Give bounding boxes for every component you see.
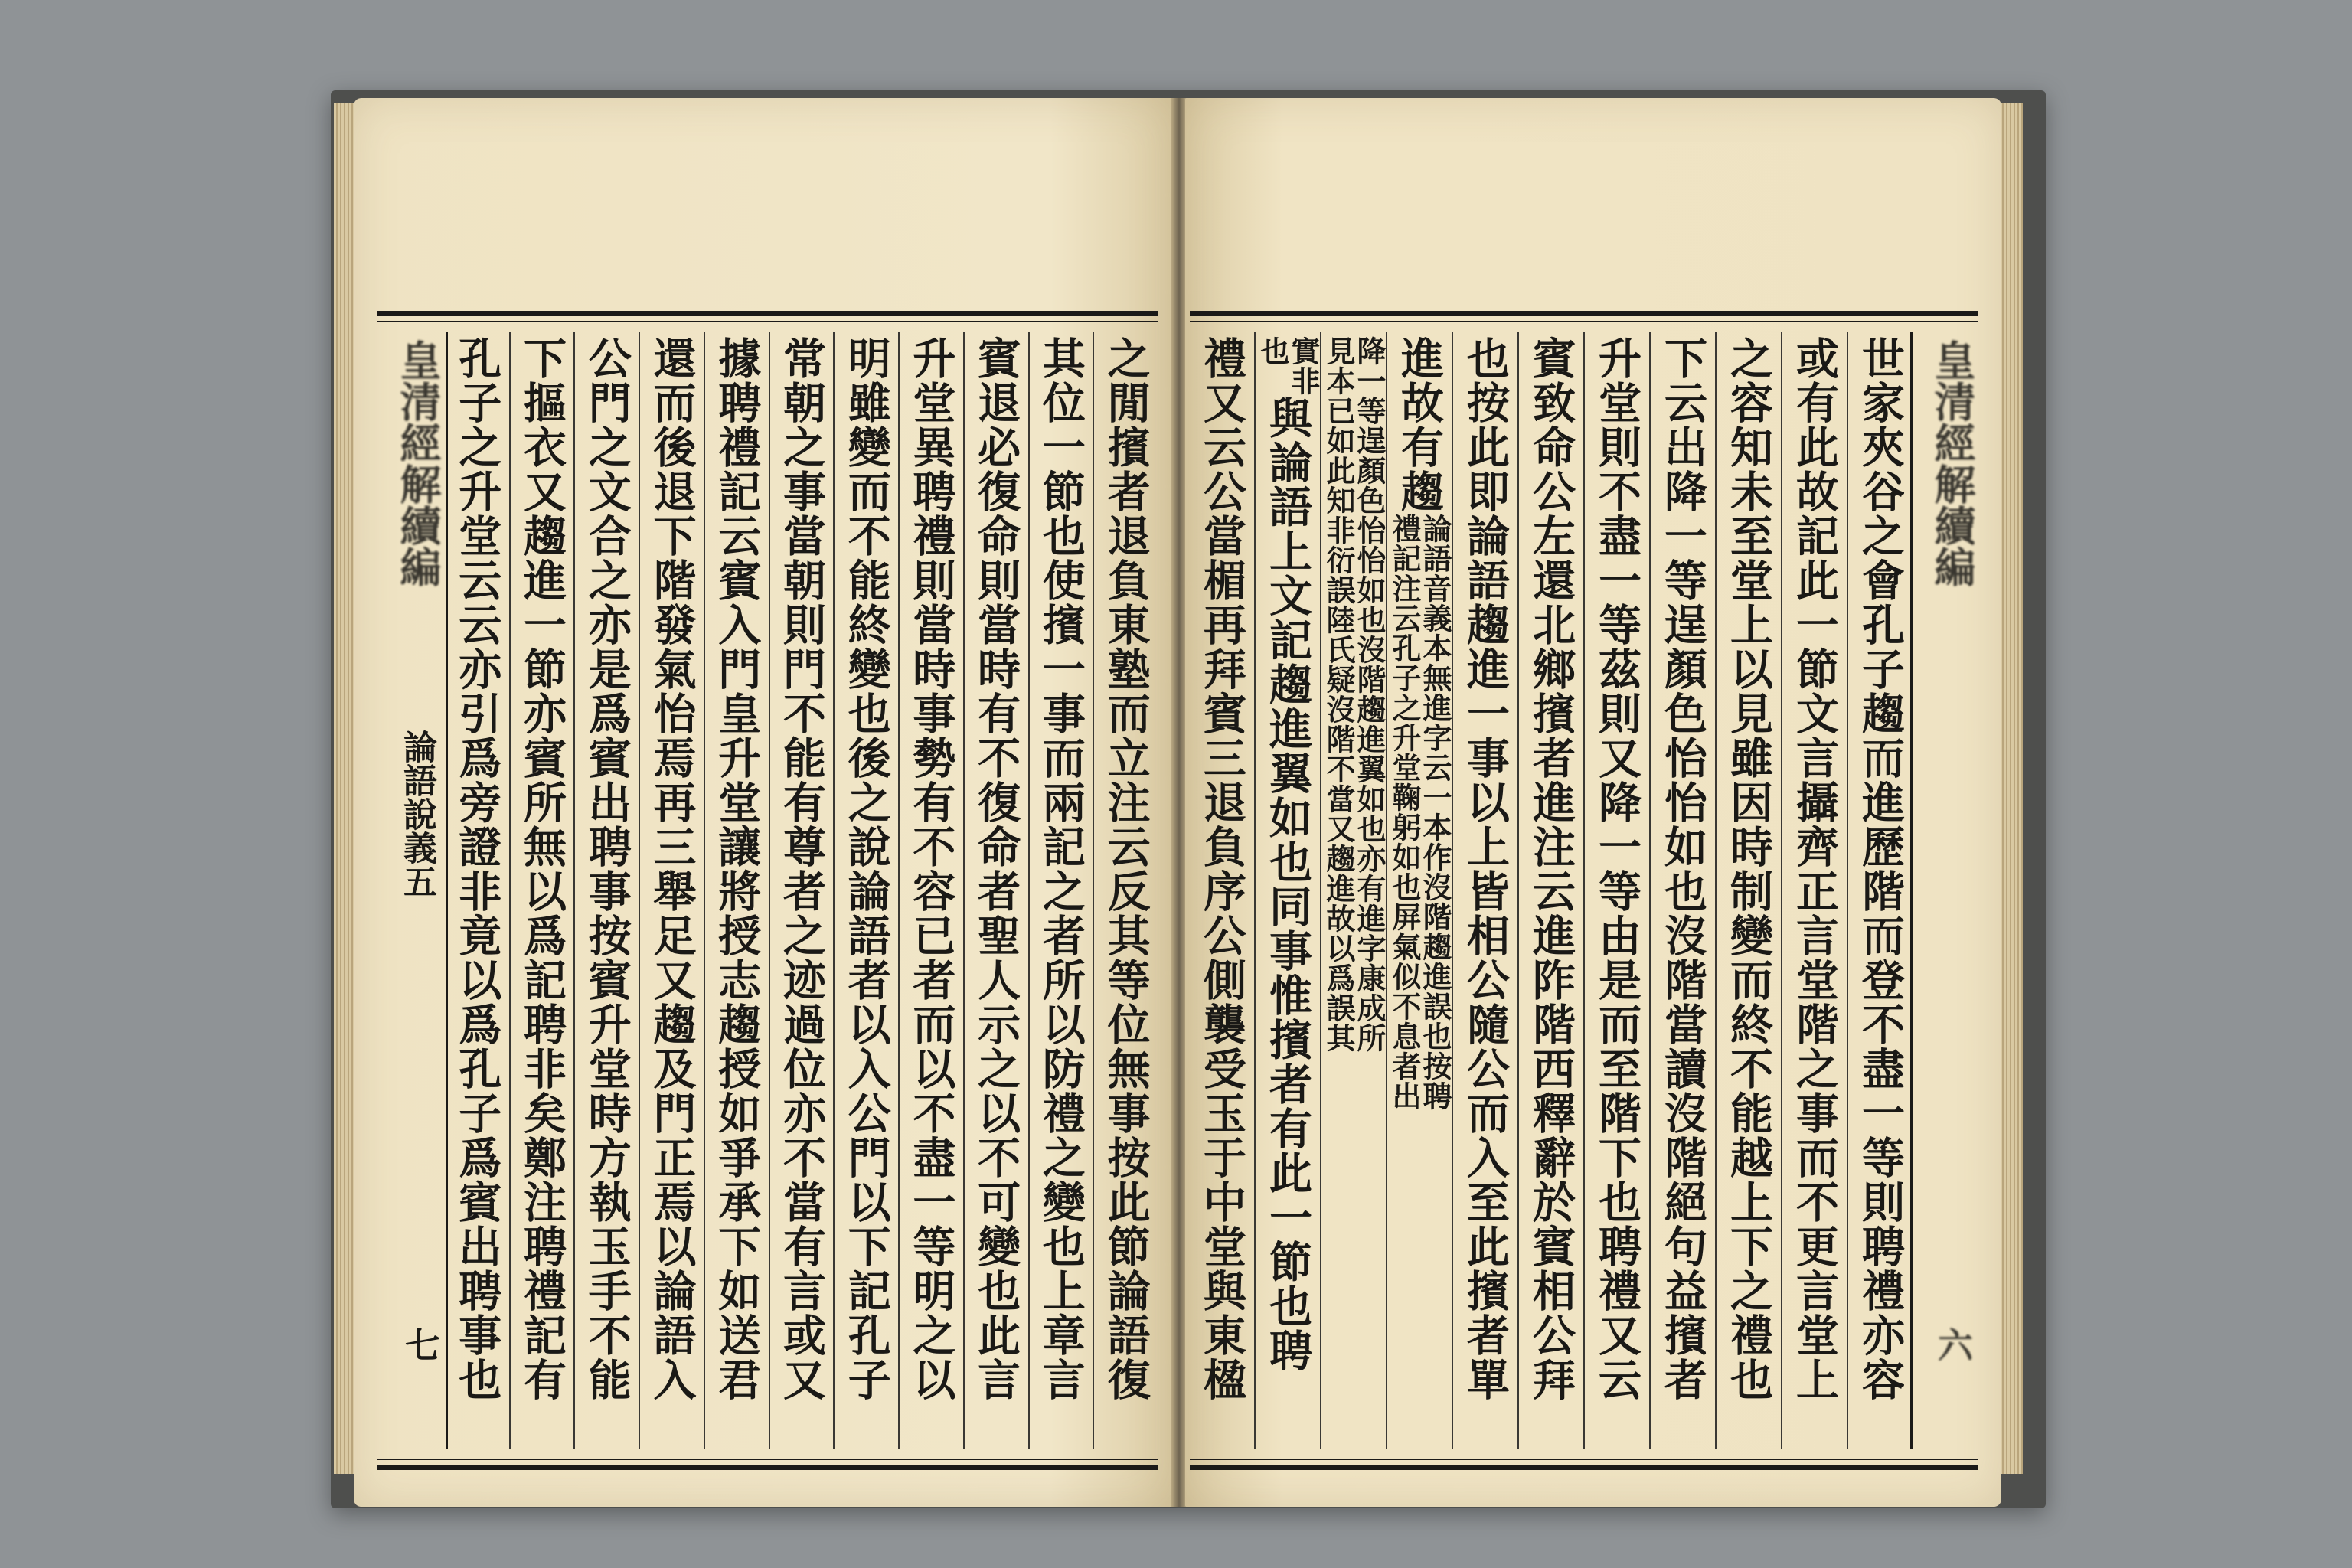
collection-title: 皇清經解續編: [1928, 339, 1977, 587]
column: 升堂異聘禮則當時事勢有不容已者而以不盡一等明之以: [898, 332, 963, 1449]
left-margin-block: [377, 332, 448, 1449]
right-margin-block: [1910, 332, 1978, 1449]
page-folio: 六: [1932, 1327, 1974, 1362]
column: 明雖變而不能終變也後之說論語者以入公門以下記孔子: [833, 332, 898, 1449]
column: 之閒擯者退負東塾而立注云反其等位無事按此節論語復: [1093, 332, 1158, 1449]
left-page: [354, 98, 1173, 1507]
column: 公門之文合之亦是爲賓出聘事按賓升堂時方執玉手不能: [573, 332, 639, 1449]
commentary-double-line: 降一等逞顏色怡怡如也沒階趨進翼如也亦有進字康成所 見本已如此知非衍誤陸氏疑沒階不當又趨進故以爲誤其: [1321, 336, 1387, 1053]
right-text-frame: [1190, 311, 1978, 1470]
column: 孔子之升堂云云亦引爲旁證非竟以爲孔子爲賓出聘事也: [452, 336, 503, 1402]
column: 還而後退下階發氣怡焉再三舉足又趨及門正焉以論語入: [639, 332, 704, 1449]
right-page: [1185, 98, 2001, 1507]
book-gutter: [1171, 98, 1187, 1507]
commentary-double-line: 論語音義本無進字云一本作沒階趨進誤也按聘 禮記注云孔子之升堂鞠躬如也屏氣似不息者出: [1387, 514, 1452, 1111]
section-title: 論語說義五: [397, 730, 436, 898]
column: 禮又云公當楣再拜賓三退負序公側襲受玉于中堂與東楹: [1197, 336, 1247, 1402]
collection-title: 皇清經解續編: [394, 339, 443, 587]
left-text-frame: [377, 311, 1158, 1470]
right-columns: [1190, 332, 1913, 1449]
column: 下云出降一等逞顏色怡怡如也沒階當讀沒階絕句益擯者: [1649, 332, 1715, 1449]
column: 賓退必復命則當時有不復命者聖人示之以不可變也此言: [963, 332, 1028, 1449]
column: 據聘禮記云賓入門皇升堂讓將授志趨授如爭承下如送君: [704, 332, 769, 1449]
column: 世家夾谷之會孔子趨而進歷階而登不盡一等則聘禮亦容: [1847, 332, 1913, 1449]
column: 下摳衣又趨進一節亦賓所無以爲記聘非矣鄭注聘禮記有: [509, 332, 574, 1449]
column: 或有此故記此一節文言攝齊正言堂階之事而不更言堂上: [1781, 332, 1847, 1449]
column: 賓致命公左還北鄉擯者進注云進阼階西釋辭於賓相公拜: [1517, 332, 1583, 1449]
column: 升堂則不盡一等茲則又降一等由是而至階下也聘禮又云: [1583, 332, 1649, 1449]
column: 常朝之事當朝則門不能有尊者之迹過位亦不當有言或又: [769, 332, 834, 1449]
commentary-column: [1320, 332, 1386, 1449]
commentary-double-line: 實非 也: [1256, 336, 1321, 396]
right-page-edges: [2000, 103, 2023, 1474]
column: 其位一節也使擯一事而兩記之者所以防禮之變也上章言: [1028, 332, 1093, 1449]
column-with-commentary: 進故有趨 論語音義本無進字云一本作沒階趨進誤也按聘 禮記注云孔子之升堂鞠躬如也屏氣似不息者出: [1386, 332, 1452, 1449]
column-with-commentary: 實非 也 與論語上文記趨進翼如也同事惟擯者有此一節也聘: [1254, 332, 1320, 1449]
column: 之容知未至堂上以見雖因時制變而終不能越上下之禮也: [1715, 332, 1781, 1449]
left-columns: [446, 332, 1158, 1449]
column: 也按此即論語趨進一事以上皆相公隨公而入至此擯者單: [1452, 332, 1517, 1449]
page-folio: 七: [400, 1327, 441, 1362]
